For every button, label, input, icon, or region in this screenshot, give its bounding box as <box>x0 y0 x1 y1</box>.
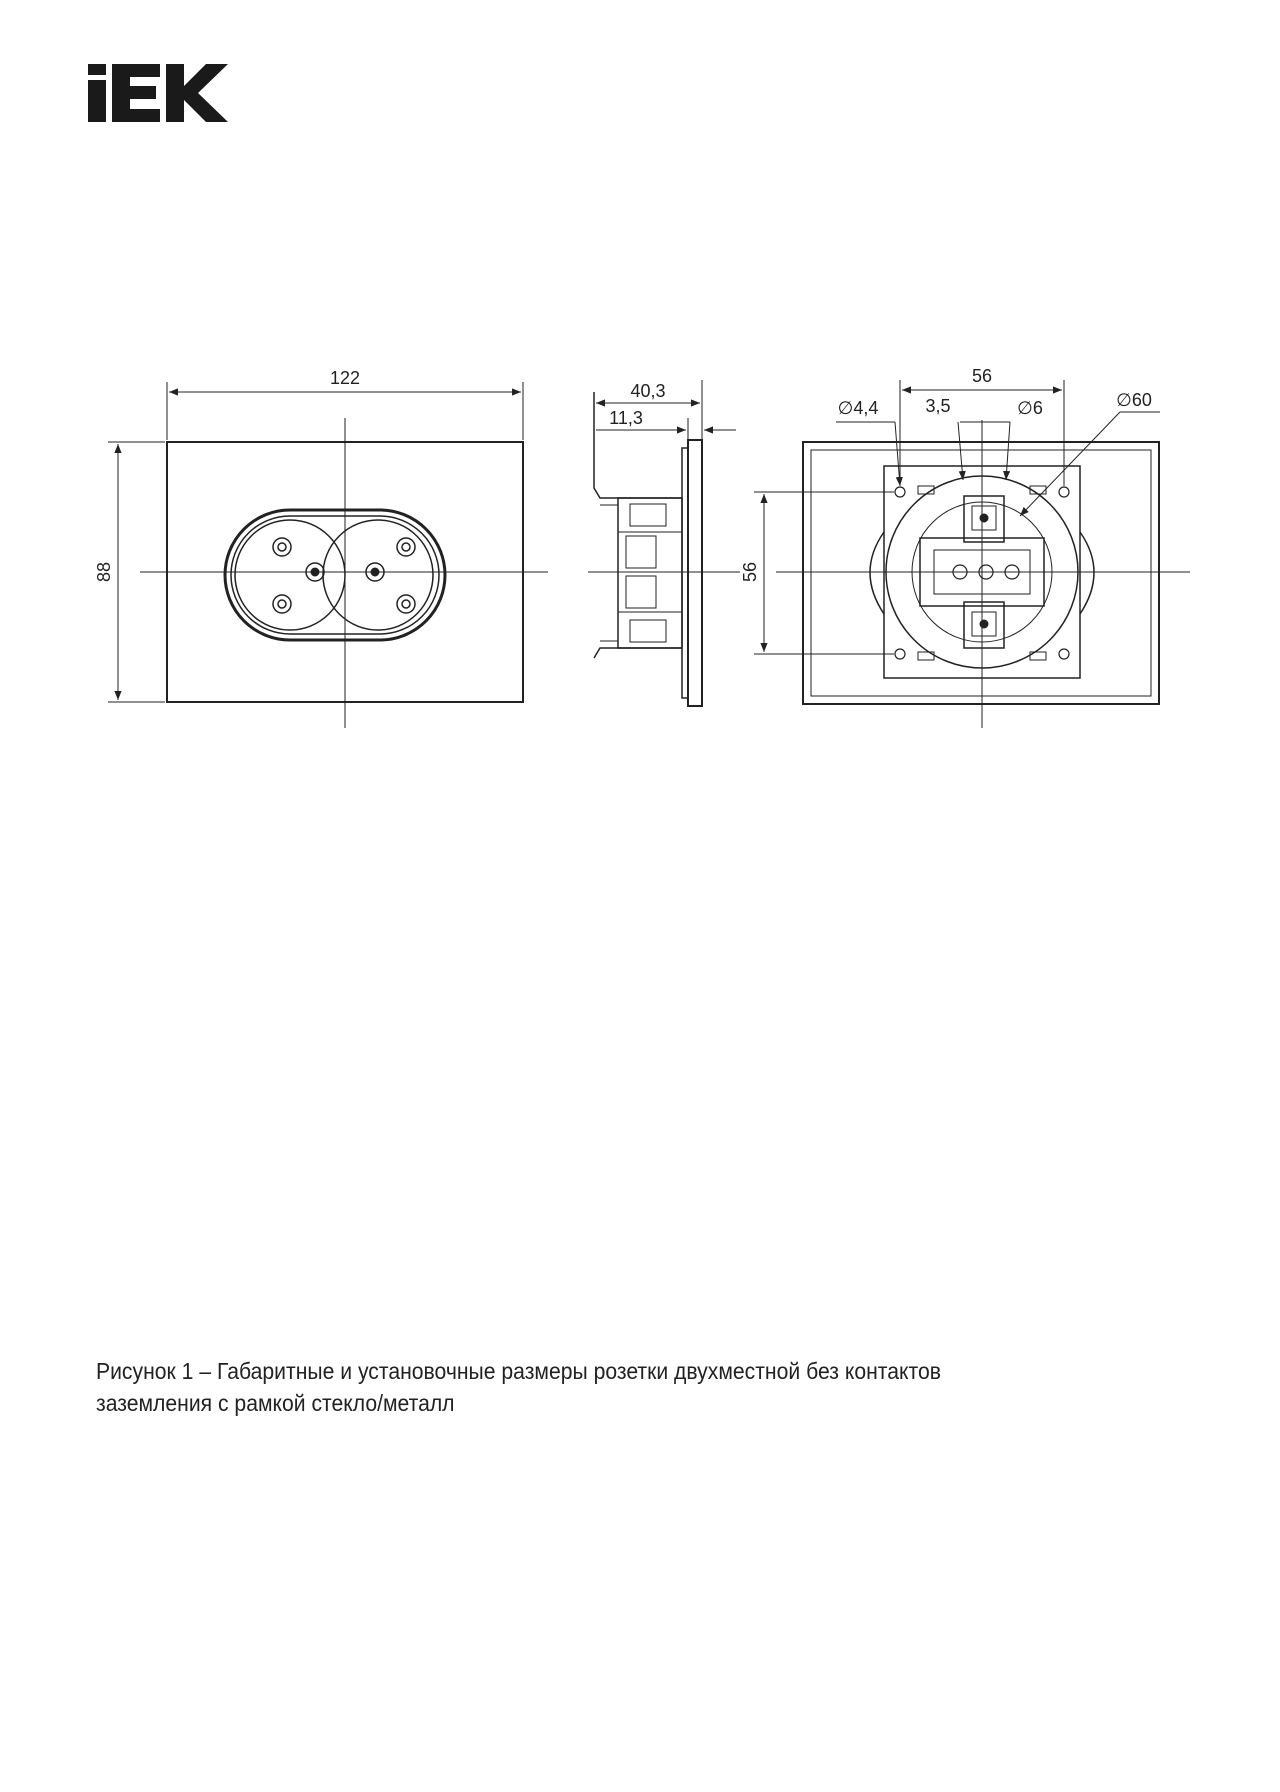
back-spacing-v-label: 56 <box>740 561 760 583</box>
front-width-label: 122 <box>329 368 361 388</box>
back-view <box>754 380 1190 728</box>
back-spacing-h-label: 56 <box>971 366 993 386</box>
back-box-label: ∅60 <box>1116 390 1152 410</box>
caption-line-2: заземления с рамкой стекло/металл <box>96 1390 455 1416</box>
back-screw-label: ∅6 <box>1017 398 1043 418</box>
iek-logo <box>88 64 228 122</box>
figure-caption <box>96 1355 1108 1419</box>
pin-holes <box>273 538 415 613</box>
side-depth-label: 40,3 <box>630 381 666 401</box>
side-view <box>588 380 740 706</box>
socket-technical-drawing <box>0 300 1280 780</box>
caption-line-1: Рисунок 1 – Габаритные и установочные размеры розетки двухместной без контактов <box>96 1358 941 1384</box>
front-height-label: 88 <box>94 561 114 583</box>
back-gap-label: 3,5 <box>925 396 951 416</box>
back-hole-label: ∅4,4 <box>837 398 879 418</box>
side-offset-label: 11,3 <box>609 408 643 428</box>
front-view <box>108 382 548 728</box>
